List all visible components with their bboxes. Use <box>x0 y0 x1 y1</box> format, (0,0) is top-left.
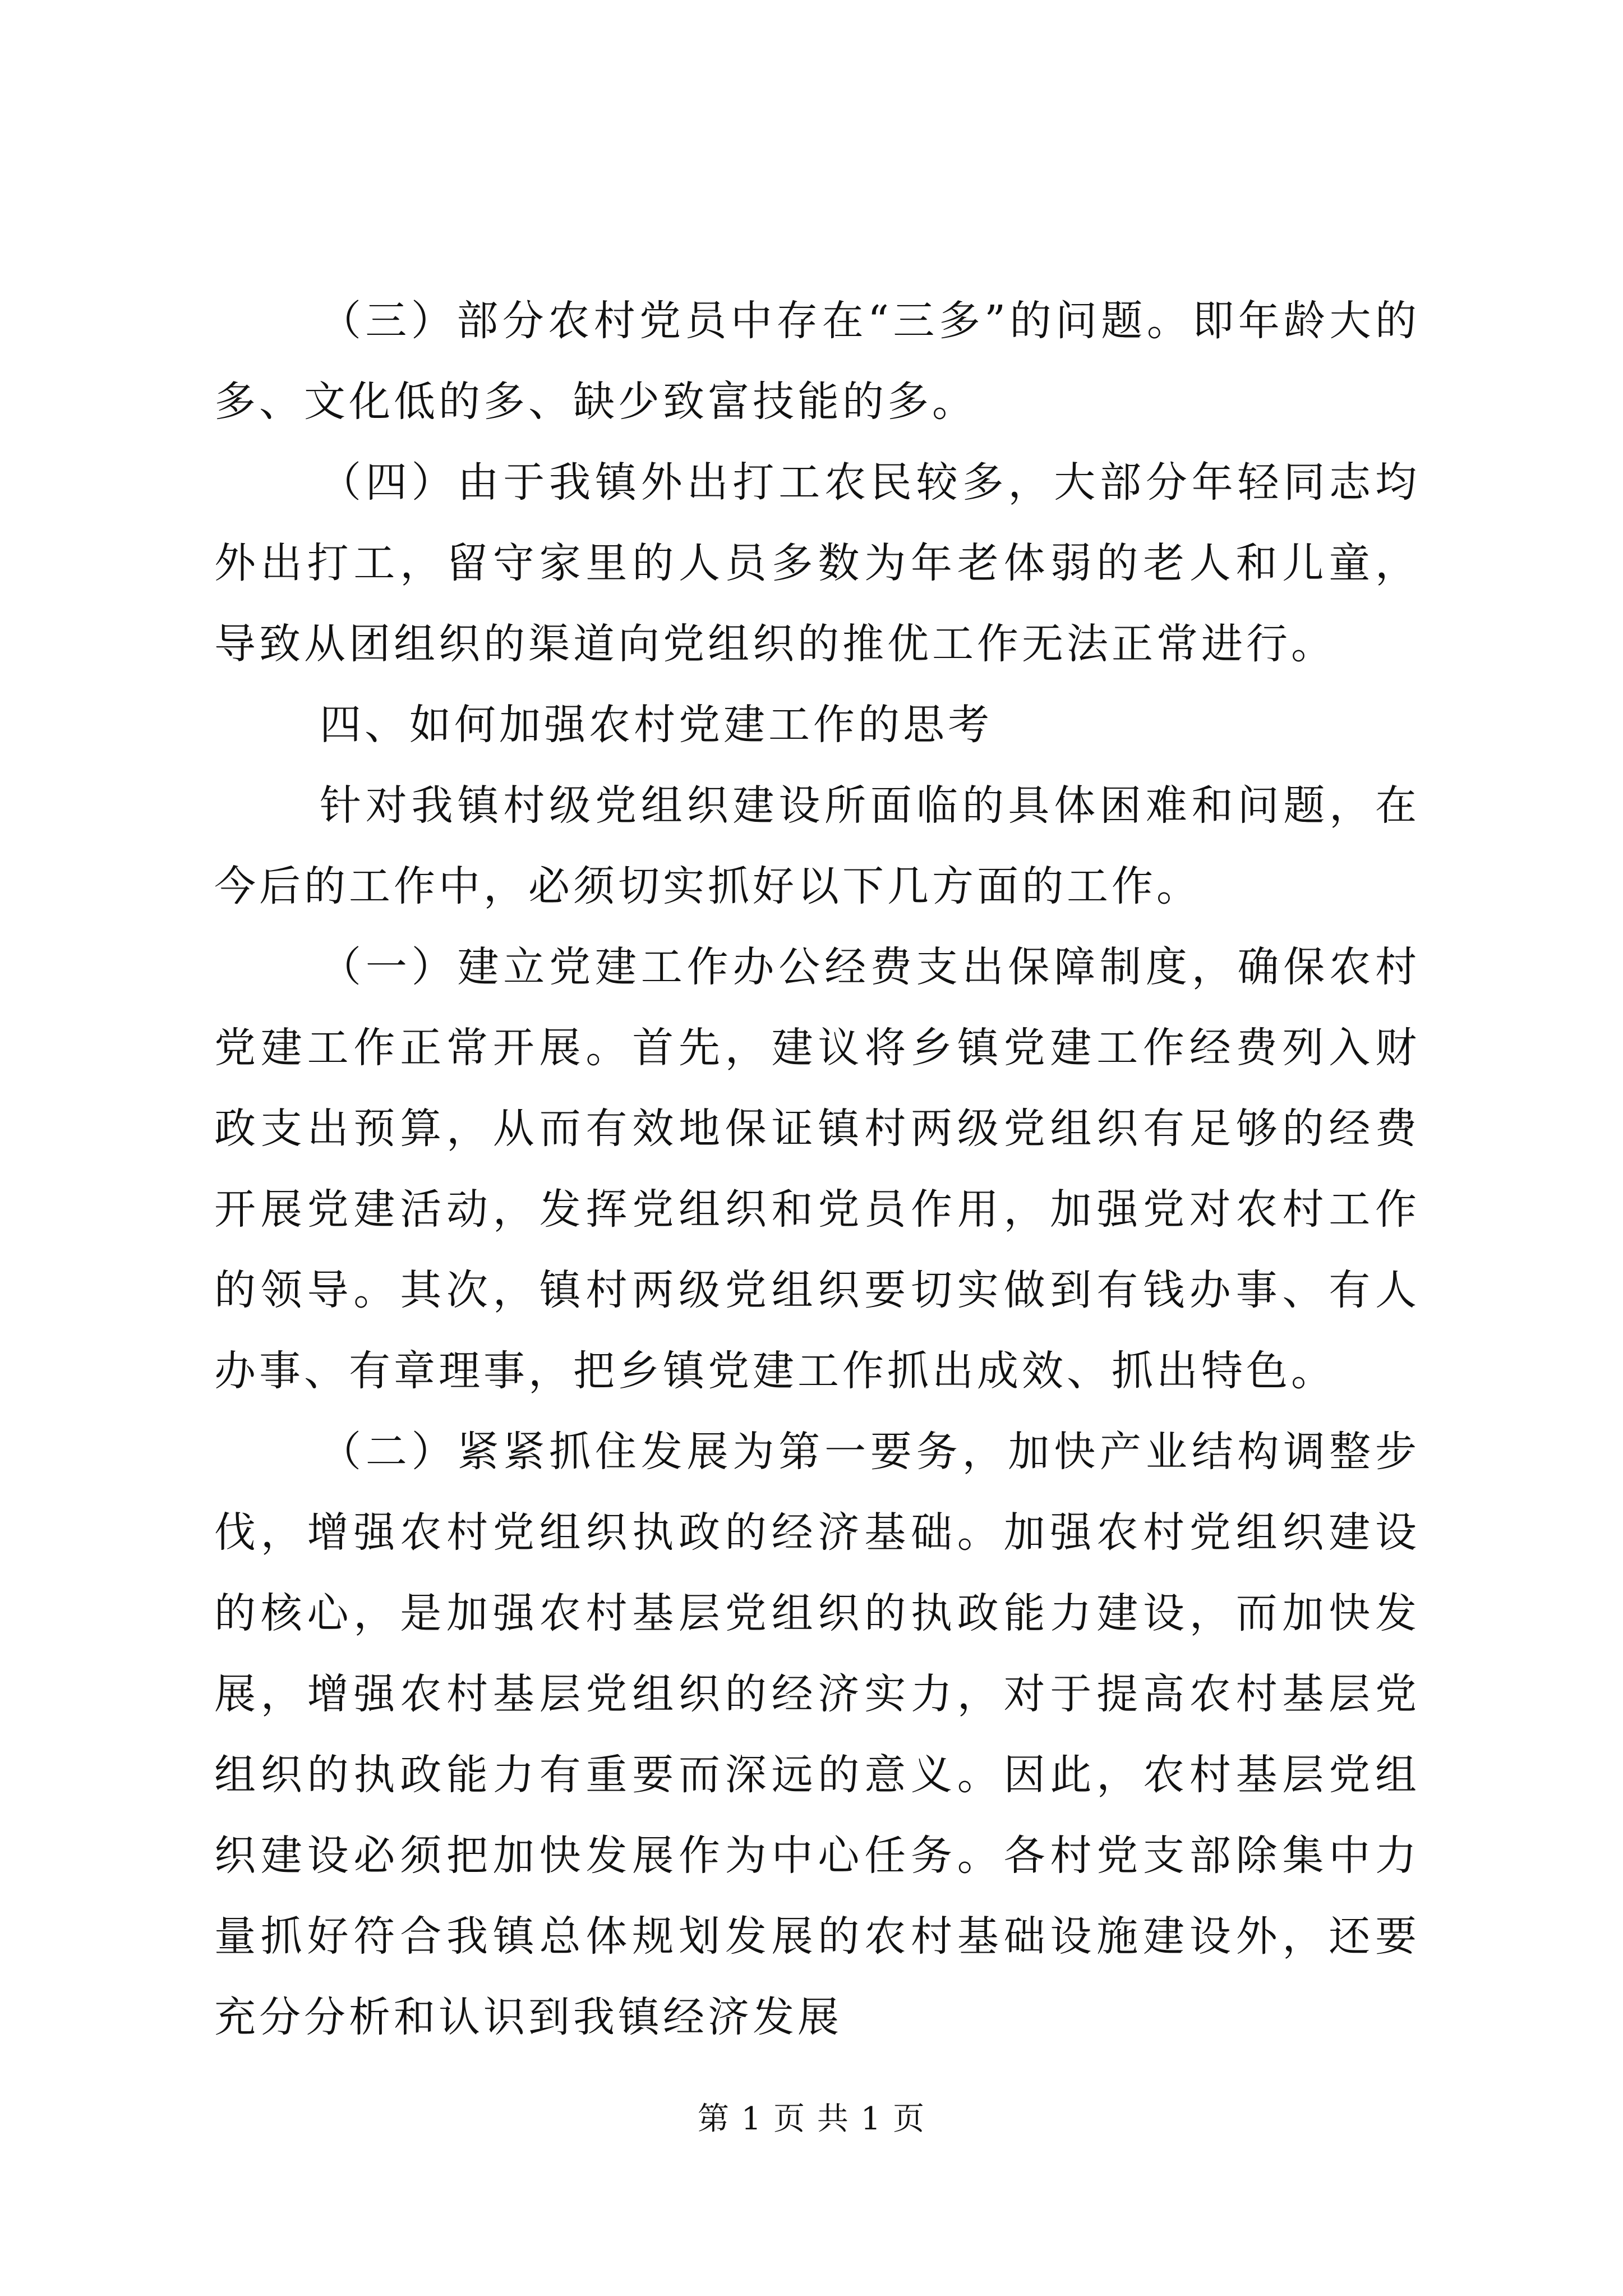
section-heading-four: 四、如何加强农村党建工作的思考 <box>320 701 993 749</box>
page-footer: 第 1 页 共 1 页 <box>697 2101 926 2137</box>
document-body <box>214 280 1420 2058</box>
paragraph-measure-one: （一）建立党建工作办公经费支出保障制度，确保农村党建工作正常开展。首先，建议将乡镇党建工作经费列入财政支出预算，从而有效地保证镇村两级党组织有足够的经费开展党建活动，发挥党组织和党员作用，加强党对农村工作的领导。其次，镇村两级党组织要切实做到有钱办事、有人办事、有章理事，把乡镇党建工作抓出成效、抓出特色。 <box>214 943 1420 1395</box>
paragraph-problem-three: （三）部分农村党员中存在“三多”的问题。即年龄大的多、文化低的多、缺少致富技能的多。 <box>214 297 1420 426</box>
paragraph-intro: 针对我镇村级党组织建设所面临的具体困难和问题，在今后的工作中，必须切实抓好以下几方面的工作。 <box>214 781 1420 910</box>
paragraph-measure-two: （二）紧紧抓住发展为第一要务，加快产业结构调整步伐，增强农村党组织执政的经济基础。加强农村党组织建设的核心，是加强农村基层党组织的执政能力建设，而加快发展，增强农村基层党组织的经济实力，对于提高农村基层党组织的执政能力有重要而深远的意义。因此，农村基层党组织建设必须把加快发展作为中心任务。各村党支部除集中力量抓好符合我镇总体规划发展的农村基础设施建设外，还要充分分析和认识到我镇经济发展 <box>214 1428 1420 2041</box>
paragraph-problem-four: （四）由于我镇外出打工农民较多，大部分年轻同志均外出打工，留守家里的人员多数为年老体弱的老人和儿童，导致从团组织的渠道向党组织的推优工作无法正常进行。 <box>214 458 1420 668</box>
